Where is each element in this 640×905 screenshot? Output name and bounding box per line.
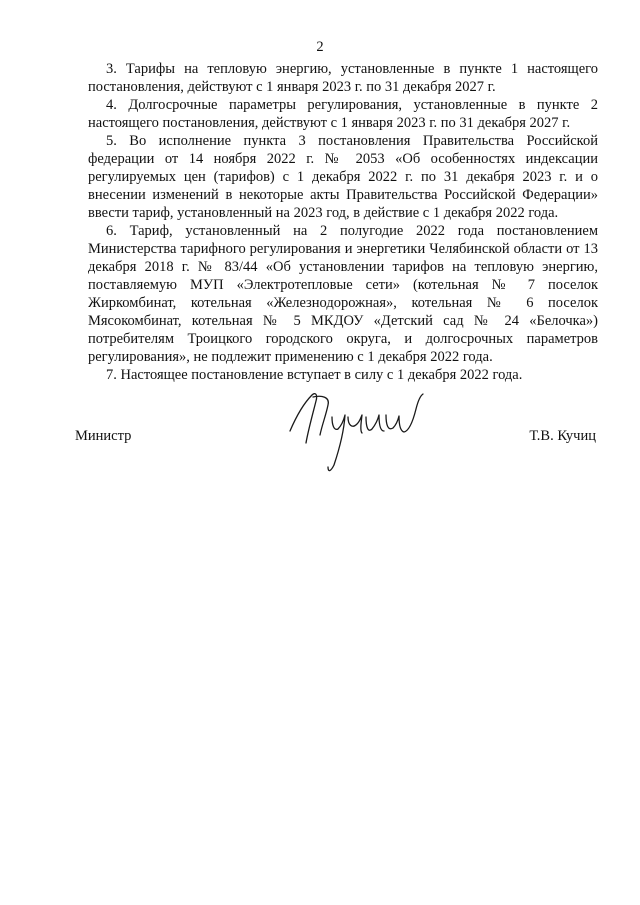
signatory-name: Т.В. Кучиц <box>529 428 596 444</box>
paragraph-5: 5. Во исполнение пункта 3 постановления Правительства Российской федерации от 14 ноября 2022 г. № 2053 «Об особенностях индексации регулируемых цен (тарифов) с 1 декабря 2022 г. по 31 декабря 2023 г. и о внесении изменений в некоторые акты Правительства Российской Федерации» ввести тариф, установленный на 2023 год, в действие с 1 декабря 2022 года. <box>88 133 598 221</box>
paragraph-6: 6. Тариф, установленный на 2 полугодие 2022 года постановлением Министерства тарифного регулирования и энергетики Челябинской области от 13 декабря 2018 г. № 83/44 «Об установлении тарифов на тепловую энергию, поставляемую МУП «Электротепловые сети» (котельная № 7 поселок Жиркомбинат, котельная «Железнодорожная», котельная № 6 поселок Мясокомбинат, котельная № 5 МКДОУ «Детский сад № 24 «Белочка») потребителям Троицкого городского округа, и долгосрочных параметров регулирования», не подлежит применению с 1 декабря 2022 года. <box>88 223 598 365</box>
signatory-title: Министр <box>75 428 132 444</box>
signature-block <box>75 419 596 499</box>
document-body <box>88 60 598 384</box>
handwritten-signature <box>282 391 432 481</box>
page-number: 2 <box>316 39 324 55</box>
paragraph-7: 7. Настоящее постановление вступает в силу с 1 декабря 2022 года. <box>106 367 523 383</box>
paragraph-4: 4. Долгосрочные параметры регулирования, установленные в пункте 2 настоящего постановления, действуют с 1 января 2023 г. по 31 декабря 2027 г. <box>88 97 598 131</box>
paragraph-3: 3. Тарифы на тепловую энергию, установленные в пункте 1 настоящего постановления, действуют с 1 января 2023 г. по 31 декабря 2027 г. <box>88 61 598 95</box>
